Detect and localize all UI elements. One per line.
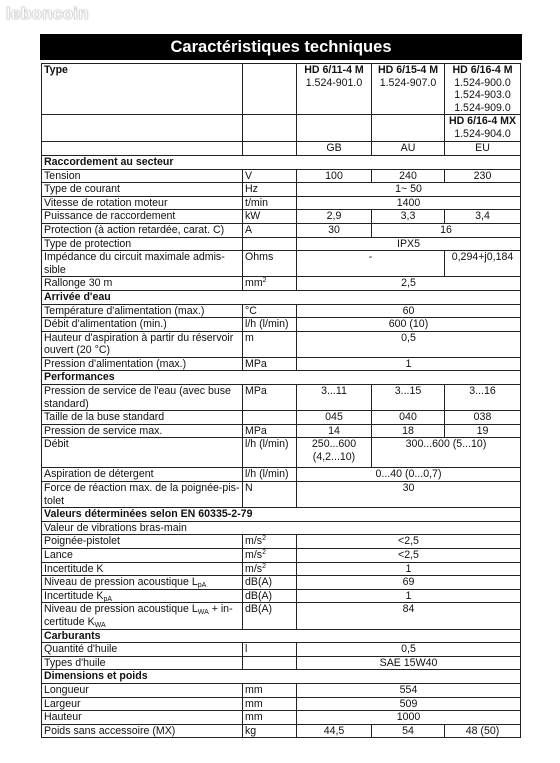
header-row-mx: [42, 115, 521, 142]
row-pression-service: Pression de service de l'eau (avec buse standard) MPa 3...11 3...15 3...16: [42, 385, 521, 411]
specs-table: [41, 63, 521, 738]
row-protection: Protection (à action retardée, carat. C) A 30 16: [42, 223, 521, 237]
row-puissance: Puissance de raccordement kW 2,9 3,3 3,4: [42, 210, 521, 224]
country-eu: EU: [445, 142, 521, 156]
model-3: HD 6/16-4 M 1.524-900.0 1.524-903.0 1.524-909.0: [445, 64, 521, 115]
row-incertitude-kpa: Incertitude $K_{pA}$ dB(A) 1: [42, 589, 521, 603]
country-row: [42, 142, 521, 156]
row-poignee: Poignée-pistolet $m/s^2$ <2,5: [42, 535, 521, 549]
section-carburants: Carburants: [42, 629, 521, 643]
country-au: AU: [372, 142, 445, 156]
leboncoin-watermark: leboncoin: [6, 4, 89, 23]
row-vitesse: Vitesse de rotation moteur t/min 1400: [42, 196, 521, 210]
section-dimensions: Dimensions et poids: [42, 670, 521, 684]
row-rallonge: Rallonge 30 m $mm^2$ 2,5: [42, 277, 521, 291]
row-poids: Poids sans accessoire (MX) kg 44,5 54 48 (50): [42, 724, 521, 738]
model-2: HD 6/15-4 M 1.524-907.0: [372, 64, 445, 115]
row-vibrations-label: Valeur de vibrations bras-main: [42, 521, 521, 535]
row-force-reaction: Force de réaction max. de la poignée-pis-tolet N 30: [42, 482, 521, 508]
row-types-huile: Types d'huile SAE 15W40: [42, 656, 521, 670]
section-vibrations: Valeurs déterminées selon EN 60335-2-79: [42, 508, 521, 522]
row-tension: Tension V 100 240 230: [42, 169, 521, 183]
row-quantite-huile: Quantité d'huile l 0,5: [42, 643, 521, 657]
row-lance: Lance $m/s^2$ <2,5: [42, 549, 521, 563]
row-hauteur-aspiration: Hauteur d'aspiration à partir du réservoir ouvert (20 °C) m 0,5: [42, 331, 521, 357]
row-longueur: Longueur mm 554: [42, 683, 521, 697]
row-pression-alim: Pression d'alimentation (max.) MPa 1: [42, 357, 521, 371]
header-row: [42, 64, 521, 115]
row-largeur: Largeur mm 509: [42, 697, 521, 711]
section-raccordement: Raccordement au secteur: [42, 155, 521, 169]
row-impedance: Impédance du circuit maximale admis-sible Ohms - 0,294+j0,184: [42, 251, 521, 277]
row-debit-alim: Débit d'alimentation (min.) l/h (l/min) 600 (10): [42, 318, 521, 332]
page-title: Caractéristiques techniques: [40, 34, 522, 60]
row-niveau-lwa: Niveau de pression acoustique $L_{WA}$ + in-certitude $K_{WA}$ dB(A) 84: [42, 603, 521, 629]
section-arrivee: Arrivée d'eau: [42, 290, 521, 304]
row-type-protection: Type de protection IPX5: [42, 237, 521, 251]
row-debit: Débit l/h (l/min) 250...600 (4,2...10) 300...600 (5...10): [42, 438, 521, 468]
row-niveau-lpa: Niveau de pression acoustique $L_{pA}$ dB(A) 69: [42, 576, 521, 590]
row-incertitude-k: Incertitude K $m/s^2$ 1: [42, 562, 521, 576]
row-courant: Type de courant Hz 1~ 50: [42, 183, 521, 197]
model-mx: HD 6/16-4 MX 1.524-904.0: [445, 115, 521, 142]
row-temperature: Température d'alimentation (max.) °C 60: [42, 304, 521, 318]
section-performances: Performances: [42, 371, 521, 385]
row-hauteur: Hauteur mm 1000: [42, 711, 521, 725]
row-taille-buse: Taille de la buse standard 045 040 038: [42, 411, 521, 425]
row-aspiration-detergent: Aspiration de détergent l/h (l/min) 0...40 (0...0,7): [42, 468, 521, 482]
country-gb: GB: [297, 142, 372, 156]
model-1: HD 6/11-4 M 1.524-901.0: [297, 64, 372, 115]
row-pression-max: Pression de service max. MPa 14 18 19: [42, 424, 521, 438]
type-label: Type: [42, 64, 243, 115]
